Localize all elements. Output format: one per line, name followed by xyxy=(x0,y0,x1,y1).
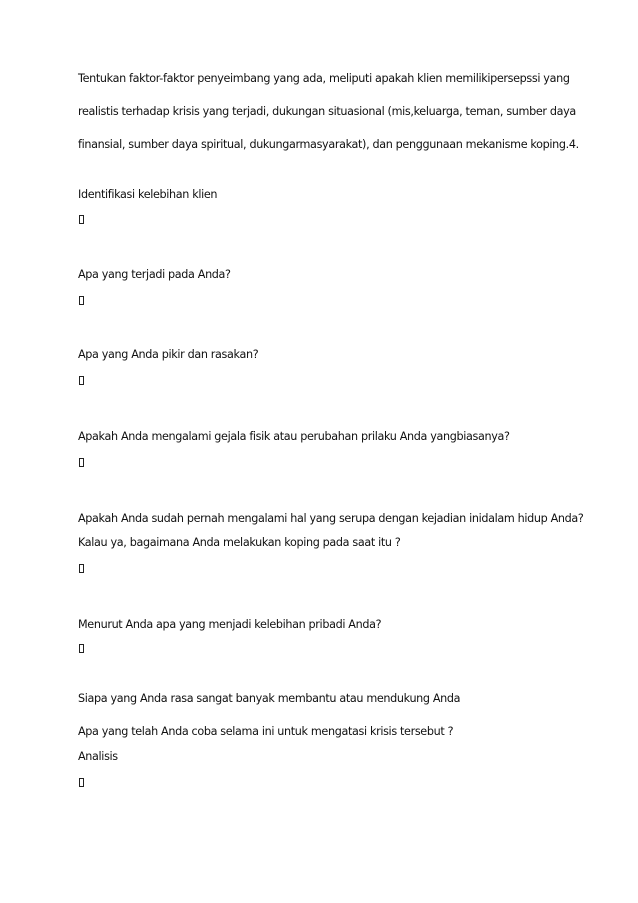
bullet-box-icon xyxy=(79,296,84,305)
analisis-label: Analisis xyxy=(78,750,118,763)
question-4a: Apakah Anda sudah pernah mengalami hal yang serupa dengan kejadian inidalam hidup Anda? xyxy=(78,512,584,525)
bullet-box-icon xyxy=(79,376,84,385)
question-4b: Kalau ya, bagaimana Anda melakukan koping pada saat itu ? xyxy=(78,536,401,549)
intro-line-1: Tentukan faktor-faktor penyeimbang yang ada, meliputi apakah klien memilikipersepssi yang xyxy=(78,72,570,85)
question-1: Apa yang terjadi pada Anda? xyxy=(78,268,231,281)
question-3: Apakah Anda mengalami gejala fisik atau perubahan prilaku Anda yangbiasanya? xyxy=(78,430,510,443)
question-2: Apa yang Anda pikir dan rasakan? xyxy=(78,348,259,361)
bullet-box-icon xyxy=(79,215,84,224)
question-6b: Apa yang telah Anda coba selama ini untuk mengatasi krisis tersebut ? xyxy=(78,725,454,738)
question-6a: Siapa yang Anda rasa sangat banyak membantu atau mendukung Anda xyxy=(78,692,461,705)
bullet-box-icon xyxy=(79,564,84,573)
intro-line-3: finansial, sumber daya spiritual, dukungarmasyarakat), dan penggunaan mekanisme koping.4. xyxy=(78,138,579,151)
section-heading: Identifikasi kelebihan klien xyxy=(78,188,218,201)
bullet-box-icon xyxy=(79,778,84,787)
bullet-box-icon xyxy=(79,644,84,653)
question-5: Menurut Anda apa yang menjadi kelebihan pribadi Anda? xyxy=(78,618,382,631)
bullet-box-icon xyxy=(79,458,84,467)
intro-line-2: realistis terhadap krisis yang terjadi, dukungan situasional (mis,keluarga, teman, sumber daya xyxy=(78,105,576,118)
